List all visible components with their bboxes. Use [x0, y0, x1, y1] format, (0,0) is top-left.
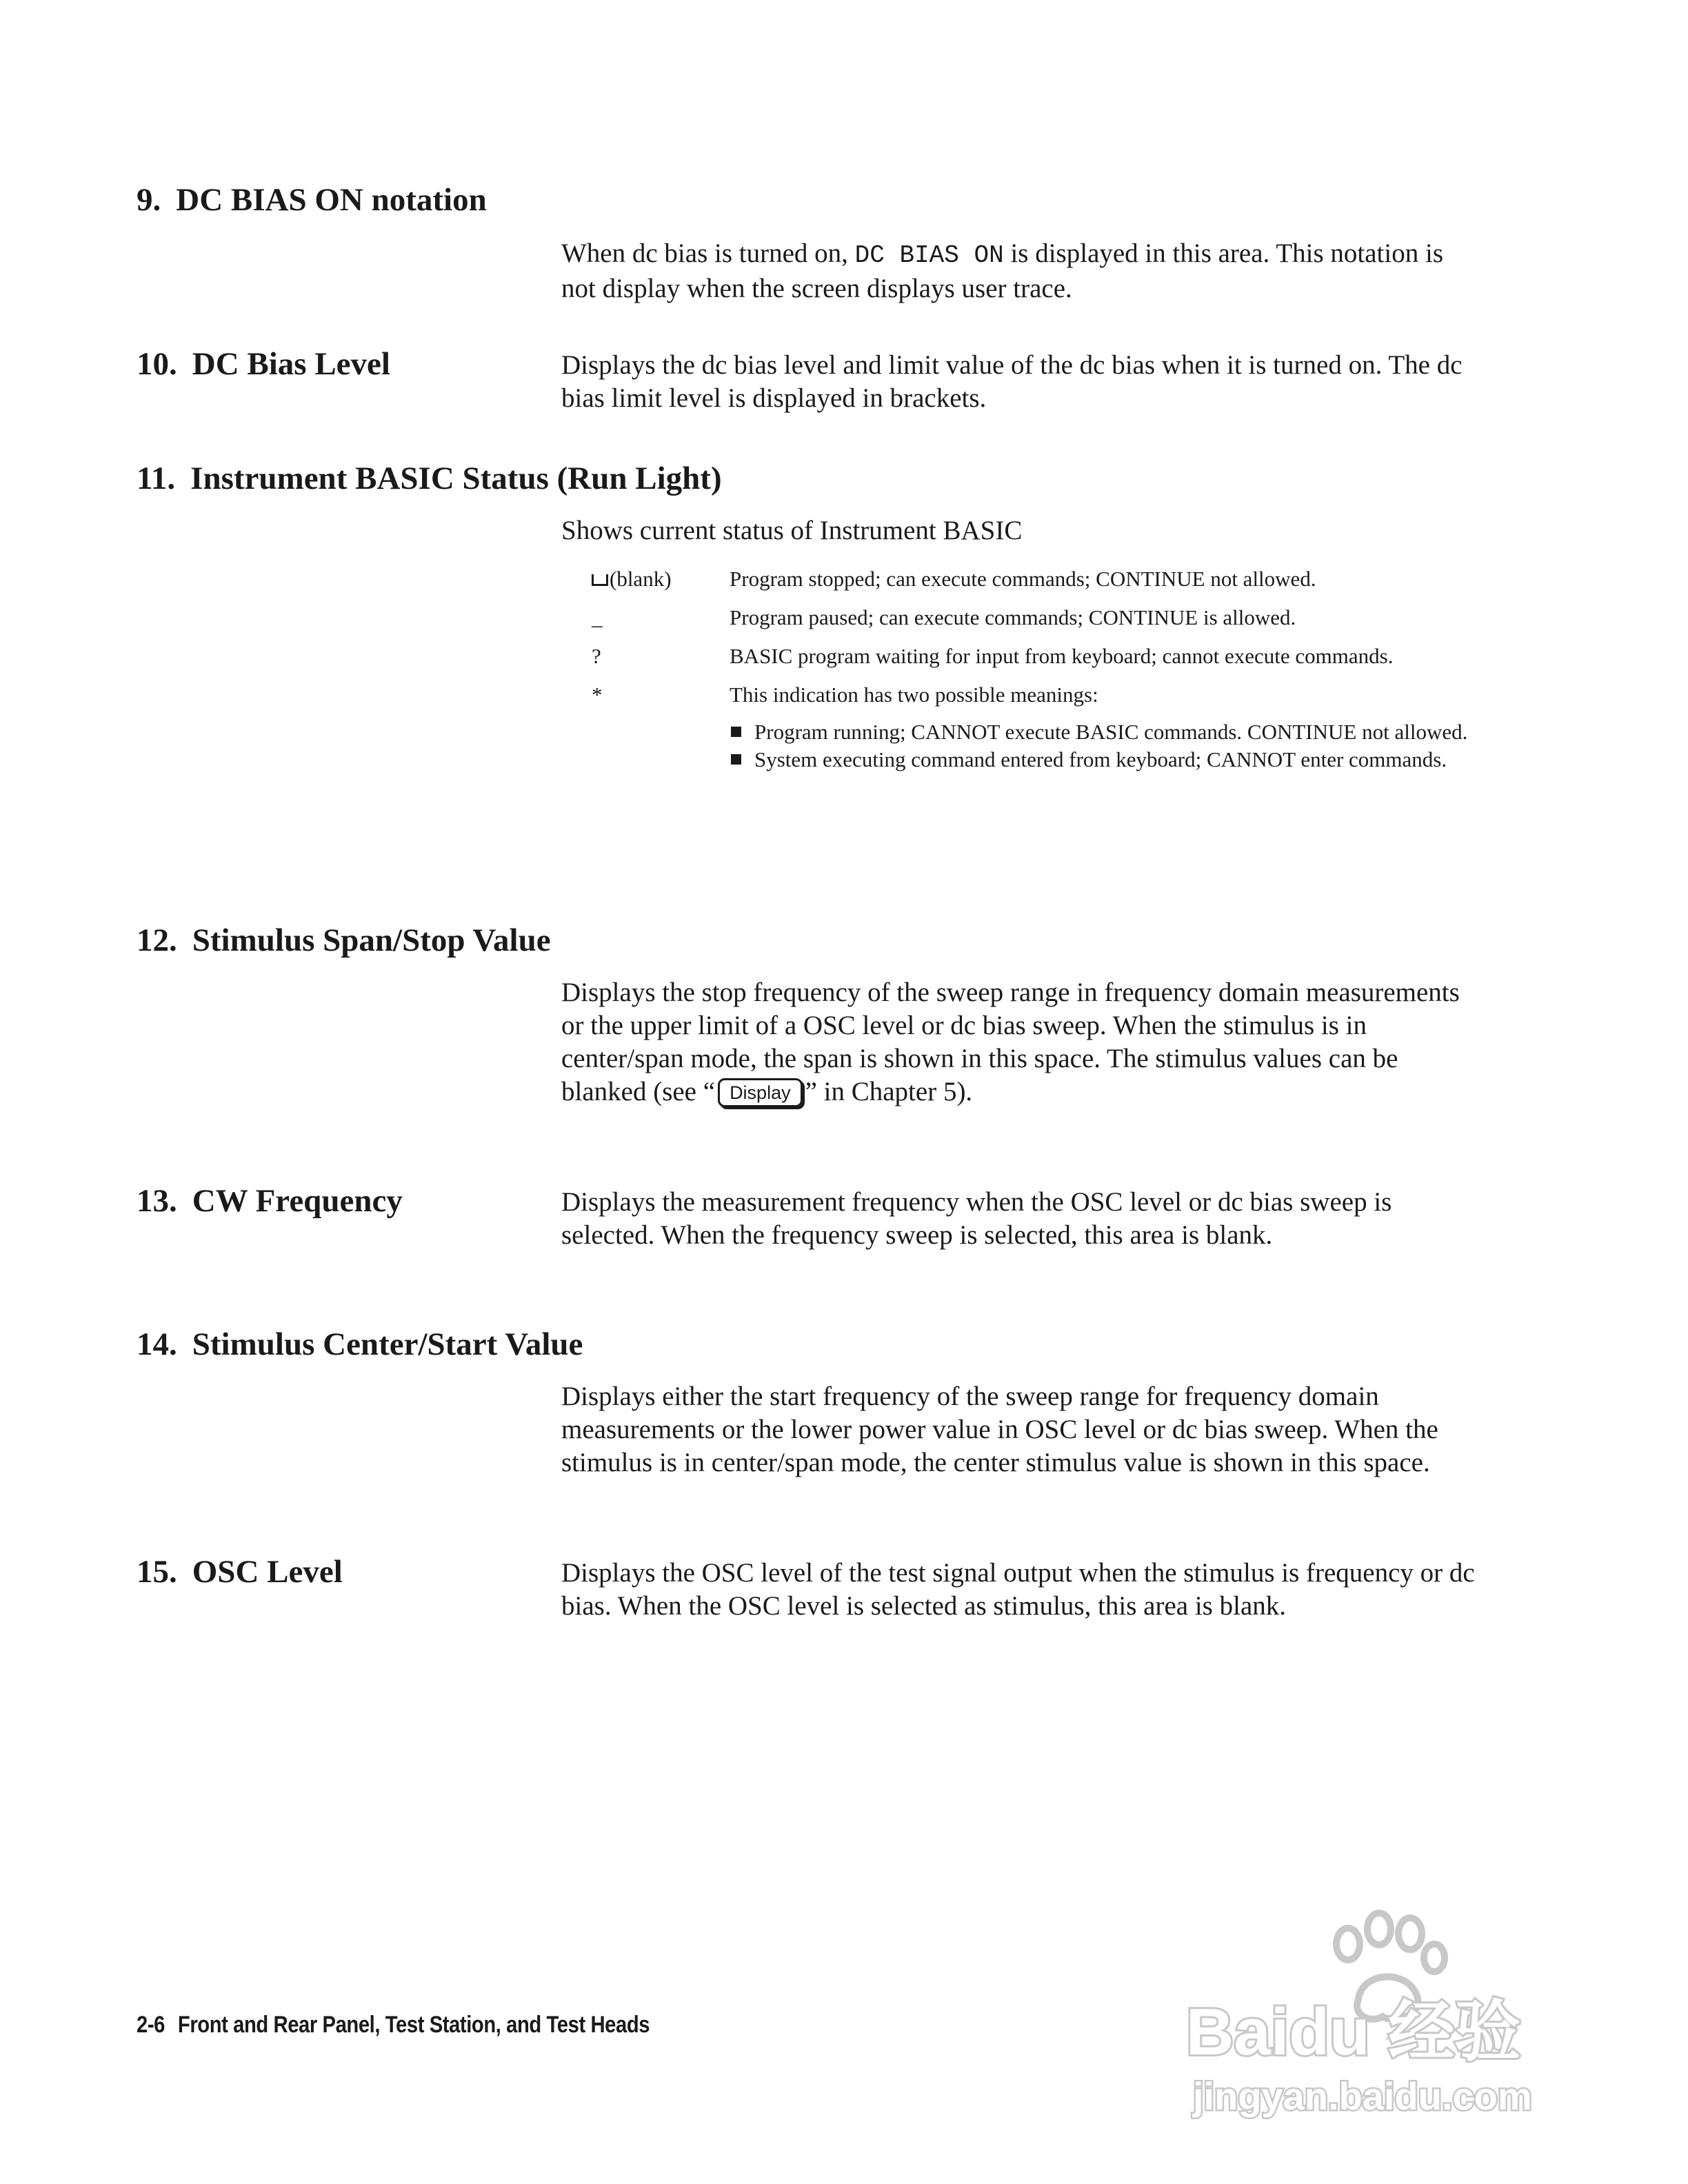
- status-description: This indication has two possible meanings:: [730, 682, 1098, 707]
- status-row: [592, 565, 1474, 593]
- body-text: is displayed in this area. This notation is not display when the screen displays user trace.: [561, 239, 1443, 303]
- section-10-body: [561, 349, 1478, 415]
- section-number: 10.: [137, 346, 177, 382]
- section-14-body: [561, 1380, 1478, 1479]
- square-bullet-icon: [731, 754, 741, 765]
- watermark-brand: Baidu 经验: [1186, 1995, 1521, 2069]
- status-row: [592, 643, 1474, 670]
- section-12-body: [561, 976, 1478, 1109]
- status-description: Program paused; can execute commands; CONTINUE is allowed.: [730, 605, 1296, 629]
- section-number: 9.: [137, 182, 161, 218]
- section-11-body: [561, 514, 1478, 547]
- section-13-body: [561, 1186, 1478, 1252]
- list-item: Program running; CANNOT execute BASIC commands. CONTINUE not allowed.: [730, 718, 1474, 746]
- body-text: Displays the dc bias level and limit value of the dc bias when it is turned on. The dc bias limit level is displayed in brackets.: [561, 350, 1463, 413]
- section-9-heading: [137, 181, 487, 219]
- baidu-jingyan-watermark: [1172, 1903, 1586, 2130]
- status-symbol: (blank): [592, 565, 716, 593]
- section-13-heading: [137, 1182, 403, 1220]
- list-item: System executing command entered from keyboard; CANNOT enter commands.: [730, 746, 1474, 774]
- body-text: When dc bias is turned on,: [561, 239, 855, 268]
- body-text: Displays the measurement frequency when the OSC level or dc bias sweep is selected. When the frequency sweep is selected, this area is blank.: [561, 1187, 1392, 1250]
- status-symbol: _: [592, 605, 603, 629]
- section-title: DC BIAS ON notation: [176, 182, 487, 218]
- code-text: DC BIAS ON: [854, 241, 1004, 270]
- body-text: Displays the stop frequency of the sweep range in frequency domain measurements or the upper limit of a OSC level or dc bias sweep. When the stimulus is in center/span mode, the span is shown in this space. The stimulus values can be blanked (see “: [561, 978, 1460, 1106]
- section-15-body: [561, 1557, 1478, 1623]
- section-title: OSC Level: [192, 1554, 343, 1590]
- bullet-list: [730, 718, 1474, 774]
- section-number: 15.: [137, 1554, 177, 1590]
- body-text: Displays the OSC level of the test signal output when the stimulus is frequency or dc bias. When the OSC level is selected as stimulus, this area is blank.: [561, 1558, 1475, 1621]
- section-14-heading: [137, 1325, 583, 1364]
- status-description: Program stopped; can execute commands; CONTINUE not allowed.: [730, 567, 1316, 591]
- section-title: Stimulus Span/Stop Value: [192, 922, 551, 958]
- section-number: 12.: [137, 922, 177, 958]
- page-number: 2-6: [137, 2012, 165, 2038]
- section-title: DC Bias Level: [192, 346, 390, 382]
- status-row: [592, 604, 1474, 631]
- body-text: Displays either the start frequency of the sweep range for frequency domain measurements or the lower power value in OSC level or dc bias sweep. When the stimulus is in center/span mode, the center stimulus value is shown in this space.: [561, 1382, 1438, 1477]
- watermark-url: jingyan.baidu.com: [1193, 2074, 1532, 2118]
- section-number: 14.: [137, 1326, 177, 1362]
- status-row: [592, 681, 1474, 774]
- section-11-heading: [137, 459, 722, 498]
- square-bullet-icon: [731, 727, 741, 737]
- section-number: 13.: [137, 1183, 177, 1219]
- section-9-body: [561, 237, 1478, 305]
- body-text: Shows current status of Instrument BASIC: [561, 516, 1023, 545]
- display-key-button: Display: [718, 1078, 803, 1107]
- section-number: 11.: [137, 461, 176, 496]
- blank-space-icon: [592, 574, 608, 586]
- section-10-heading: [137, 345, 390, 383]
- section-15-heading: [137, 1553, 343, 1591]
- page-footer: [137, 2012, 650, 2039]
- status-symbol: *: [592, 682, 603, 707]
- body-text: ” in Chapter 5).: [805, 1077, 973, 1106]
- section-12-heading: [137, 921, 551, 960]
- status-description: BASIC program waiting for input from keyboard; cannot execute commands.: [730, 644, 1394, 668]
- section-title: Stimulus Center/Start Value: [192, 1326, 583, 1362]
- section-title: Instrument BASIC Status (Run Light): [190, 461, 722, 496]
- status-symbol: ?: [592, 644, 601, 668]
- footer-title: Front and Rear Panel, Test Station, and Test Heads: [177, 2012, 650, 2038]
- section-title: CW Frequency: [192, 1183, 403, 1219]
- run-light-status-table: [592, 565, 1474, 785]
